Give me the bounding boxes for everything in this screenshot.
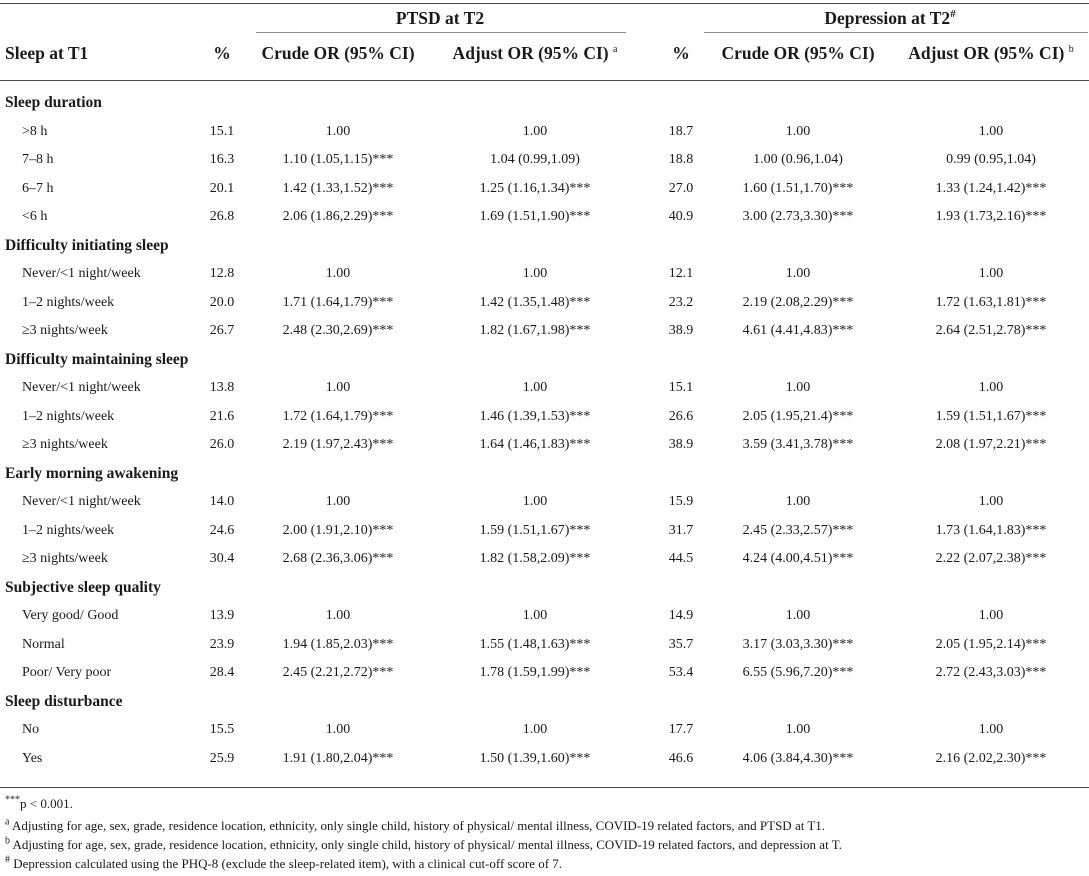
cell-crude-dep: 4.06 (3.84,4.30)*** (742, 750, 854, 766)
cell-adjust-ptsd: 1.04 (0.99,1.09) (490, 152, 580, 167)
col-header-adjust-dep-label: Adjust OR (95% CI) (908, 43, 1065, 63)
cell-crude-ptsd: 1.94 (1.85,2.03)*** (282, 636, 394, 652)
cell-pct-ptsd: 21.6 (209, 408, 235, 424)
cell-crude-ptsd: 2.45 (2.21,2.72)*** (282, 665, 394, 680)
cell-crude-ptsd: 1.00 (325, 494, 351, 509)
cell-crude-dep: 3.17 (3.03,3.30)*** (742, 636, 854, 652)
row-label: >8 h (22, 123, 48, 139)
footnote-hash-text: Depression calculated using the PHQ-8 (exclude the sleep-related item), with a clinical cut-off score of 7. (13, 856, 563, 871)
row-label: No (22, 722, 40, 737)
cell-crude-ptsd: 1.00 (325, 123, 351, 139)
col-header-pct-dep: % (672, 43, 690, 63)
cell-adjust-dep: 2.64 (2.51,2.78)*** (935, 323, 1047, 338)
cell-pct-ptsd: 28.4 (209, 665, 235, 680)
section-title: Difficulty initiating sleep (5, 236, 169, 254)
cell-pct-ptsd: 15.5 (209, 722, 235, 737)
row-label: 6–7 h (22, 180, 54, 196)
cell-adjust-ptsd: 1.78 (1.59,1.99)*** (479, 665, 591, 680)
cell-adjust-ptsd: 1.42 (1.35,1.48)*** (479, 294, 591, 310)
cell-crude-ptsd: 2.06 (1.86,2.29)*** (282, 209, 394, 224)
cell-pct-ptsd: 23.9 (209, 636, 235, 652)
row-label: 1–2 nights/week (22, 522, 115, 538)
cell-adjust-dep: 1.73 (1.64,1.83)*** (935, 522, 1047, 538)
cell-crude-dep: 3.59 (3.41,3.78)*** (742, 437, 854, 452)
cell-adjust-dep: 1.33 (1.24,1.42)*** (935, 180, 1047, 196)
cell-pct-dep: 38.9 (668, 437, 694, 452)
row-label: Normal (22, 636, 65, 652)
footnote-significance (5, 796, 73, 812)
row-label: Yes (22, 750, 43, 766)
cell-adjust-ptsd: 1.82 (1.67,1.98)*** (479, 323, 591, 338)
cell-crude-dep: 4.61 (4.41,4.83)*** (742, 323, 854, 338)
cell-pct-dep: 46.6 (668, 750, 694, 766)
cell-adjust-dep: 0.99 (0.95,1.04) (946, 152, 1036, 167)
col-header-crude-dep: Crude OR (95% CI) (721, 43, 875, 63)
ptsd-group-underline (256, 32, 626, 33)
cell-pct-dep: 14.9 (668, 608, 694, 623)
cell-adjust-ptsd: 1.55 (1.48,1.63)*** (479, 636, 591, 652)
cell-crude-dep: 1.00 (0.96,1.04) (753, 152, 843, 167)
cell-adjust-ptsd: 1.00 (522, 608, 548, 623)
col-header-adjust-ptsd-label: Adjust OR (95% CI) (452, 43, 609, 63)
section-title: Early morning awakening (5, 464, 179, 482)
cell-crude-ptsd: 1.00 (325, 266, 351, 281)
footnote-a-mark: a (5, 816, 10, 828)
row-label: Very good/ Good (22, 608, 119, 623)
row-label: ≥3 nights/week (22, 323, 108, 338)
footnote-significance-mark: *** (5, 794, 20, 806)
cell-pct-ptsd: 16.3 (209, 152, 235, 167)
section-title: Sleep disturbance (5, 692, 123, 710)
cell-adjust-dep: 1.00 (978, 123, 1004, 139)
row-label: Never/<1 night/week (22, 266, 141, 281)
footnote-a-text: Adjusting for age, sex, grade, residence location, ethnicity, only single child, history of physical/ mental illness, COVID-19 related factors, and PTSD at T1. (12, 818, 826, 833)
col-header-sleep: Sleep at T1 (5, 43, 89, 63)
cell-pct-dep: 15.9 (668, 494, 694, 509)
cell-adjust-ptsd: 1.00 (522, 123, 548, 139)
cell-crude-ptsd: 1.00 (325, 380, 351, 395)
row-label: 1–2 nights/week (22, 294, 115, 310)
cell-crude-ptsd: 1.71 (1.64,1.79)*** (282, 294, 394, 310)
cell-adjust-dep: 1.93 (1.73,2.16)*** (935, 209, 1047, 224)
row-label: Never/<1 night/week (22, 494, 141, 509)
cell-adjust-ptsd: 1.64 (1.46,1.83)*** (479, 437, 591, 452)
cell-crude-dep: 1.00 (785, 494, 811, 509)
row-label: Poor/ Very poor (22, 665, 112, 680)
cell-pct-ptsd: 13.9 (209, 608, 235, 623)
cell-adjust-dep: 1.00 (978, 494, 1004, 509)
cell-pct-dep: 23.2 (668, 294, 694, 310)
cell-adjust-ptsd: 1.50 (1.39,1.60)*** (479, 750, 591, 766)
cell-pct-ptsd: 25.9 (209, 750, 235, 766)
cell-pct-ptsd: 13.8 (209, 380, 235, 395)
cell-crude-ptsd: 1.00 (325, 722, 351, 737)
col-header-crude-ptsd: Crude OR (95% CI) (261, 43, 415, 63)
cell-adjust-ptsd: 1.82 (1.58,2.09)*** (479, 551, 591, 566)
cell-crude-ptsd: 1.42 (1.33,1.52)*** (282, 180, 394, 196)
header-rule (0, 80, 1089, 81)
section-title: Subjective sleep quality (5, 578, 161, 596)
cell-pct-dep: 31.7 (668, 522, 694, 538)
cell-adjust-dep: 1.00 (978, 380, 1004, 395)
cell-adjust-dep: 1.00 (978, 608, 1004, 623)
cell-pct-dep: 53.4 (668, 665, 694, 680)
cell-crude-ptsd: 2.48 (2.30,2.69)*** (282, 323, 394, 338)
cell-crude-ptsd: 1.00 (325, 608, 351, 623)
cell-crude-dep: 1.00 (785, 380, 811, 395)
cell-pct-ptsd: 20.0 (209, 294, 235, 310)
col-header-adjust-dep-mark: b (1068, 44, 1074, 56)
cell-pct-ptsd: 20.1 (209, 180, 235, 196)
cell-pct-dep: 38.9 (668, 323, 694, 338)
depression-group-underline (704, 32, 1088, 33)
footnote-a (5, 818, 825, 834)
row-label: 1–2 nights/week (22, 408, 115, 424)
row-label: <6 h (22, 209, 48, 224)
row-label: ≥3 nights/week (22, 551, 108, 566)
cell-crude-dep: 3.00 (2.73,3.30)*** (742, 209, 854, 224)
cell-crude-dep: 6.55 (5.96,7.20)*** (742, 665, 854, 680)
footnote-significance-text: p < 0.001. (20, 796, 73, 811)
cell-pct-dep: 27.0 (668, 180, 694, 196)
cell-crude-dep: 1.00 (785, 608, 811, 623)
cell-crude-dep: 1.00 (785, 123, 811, 139)
cell-crude-ptsd: 2.19 (1.97,2.43)*** (282, 437, 394, 452)
cell-adjust-ptsd: 1.00 (522, 722, 548, 737)
cell-crude-dep: 1.60 (1.51,1.70)*** (742, 180, 854, 196)
cell-pct-ptsd: 26.0 (209, 437, 235, 452)
cell-pct-dep: 17.7 (668, 722, 694, 737)
table-bottom-rule (0, 787, 1089, 788)
section-title: Difficulty maintaining sleep (5, 350, 189, 368)
cell-adjust-dep: 1.00 (978, 722, 1004, 737)
cell-adjust-dep: 2.08 (1.97,2.21)*** (935, 437, 1047, 452)
cell-crude-dep: 2.45 (2.33,2.57)*** (742, 522, 854, 538)
cell-adjust-ptsd: 1.69 (1.51,1.90)*** (479, 209, 591, 224)
cell-adjust-dep: 2.05 (1.95,2.14)*** (935, 636, 1047, 652)
cell-crude-dep: 4.24 (4.00,4.51)*** (742, 551, 854, 566)
footnote-hash (5, 856, 562, 872)
cell-crude-ptsd: 2.68 (2.36,3.06)*** (282, 551, 394, 566)
cell-crude-ptsd: 1.91 (1.80,2.04)*** (282, 750, 394, 766)
cell-adjust-dep: 1.59 (1.51,1.67)*** (935, 408, 1047, 424)
cell-adjust-ptsd: 1.00 (522, 266, 548, 281)
cell-pct-dep: 15.1 (668, 380, 694, 395)
cell-pct-ptsd: 14.0 (209, 494, 235, 509)
depression-group-title: Depression at T2 (824, 8, 951, 28)
depression-group-mark: # (950, 8, 956, 21)
cell-adjust-dep: 2.22 (2.07,2.38)*** (935, 551, 1047, 566)
cell-pct-dep: 35.7 (668, 636, 694, 652)
row-label: Never/<1 night/week (22, 380, 141, 395)
cell-pct-ptsd: 26.7 (209, 323, 235, 338)
cell-crude-dep: 1.00 (785, 266, 811, 281)
cell-adjust-ptsd: 1.46 (1.39,1.53)*** (479, 408, 591, 424)
cell-pct-ptsd: 12.8 (209, 266, 235, 281)
cell-pct-dep: 26.6 (668, 408, 694, 424)
cell-pct-ptsd: 15.1 (209, 123, 235, 139)
cell-pct-dep: 44.5 (668, 551, 694, 566)
cell-adjust-ptsd: 1.00 (522, 494, 548, 509)
cell-crude-dep: 2.05 (1.95,21.4)*** (742, 408, 854, 424)
footnote-b-text: Adjusting for age, sex, grade, residence location, ethnicity, only single child, history of physical/ mental illness, COVID-19 related factors, and depression at T. (12, 837, 842, 852)
cell-adjust-dep: 1.00 (978, 266, 1004, 281)
footnote-b-mark: b (5, 835, 10, 847)
col-header-adjust-dep (908, 43, 1073, 64)
cell-pct-dep: 18.7 (668, 123, 694, 139)
cell-crude-ptsd: 1.10 (1.05,1.15)*** (282, 152, 394, 167)
ptsd-group-header: PTSD at T2 (395, 8, 485, 28)
cell-pct-dep: 40.9 (668, 209, 694, 224)
cell-pct-dep: 12.1 (668, 266, 694, 281)
row-label: 7–8 h (22, 152, 54, 167)
row-label: ≥3 nights/week (22, 437, 108, 452)
cell-adjust-dep: 1.72 (1.63,1.81)*** (935, 294, 1047, 310)
col-header-adjust-ptsd-mark: a (612, 44, 618, 56)
footnote-b (5, 837, 842, 853)
cell-pct-ptsd: 30.4 (209, 551, 235, 566)
section-title: Sleep duration (5, 94, 102, 111)
footnote-hash-mark: # (5, 854, 10, 866)
cell-pct-ptsd: 24.6 (209, 522, 235, 538)
cell-pct-dep: 18.8 (668, 152, 694, 167)
cell-crude-dep: 2.19 (2.08,2.29)*** (742, 294, 854, 310)
cell-crude-ptsd: 1.72 (1.64,1.79)*** (282, 408, 394, 424)
cell-adjust-ptsd: 1.00 (522, 380, 548, 395)
cell-crude-dep: 1.00 (785, 722, 811, 737)
cell-pct-ptsd: 26.8 (209, 209, 235, 224)
col-header-adjust-ptsd (453, 43, 618, 64)
cell-adjust-ptsd: 1.25 (1.16,1.34)*** (479, 180, 591, 196)
cell-adjust-dep: 2.16 (2.02,2.30)*** (935, 750, 1047, 766)
cell-adjust-dep: 2.72 (2.43,3.03)*** (935, 665, 1047, 680)
cell-crude-ptsd: 2.00 (1.91,2.10)*** (282, 522, 394, 538)
depression-group-header (824, 8, 955, 29)
table-top-rule (0, 3, 1089, 4)
col-header-pct-ptsd: % (213, 43, 231, 63)
cell-adjust-ptsd: 1.59 (1.51,1.67)*** (479, 522, 591, 538)
